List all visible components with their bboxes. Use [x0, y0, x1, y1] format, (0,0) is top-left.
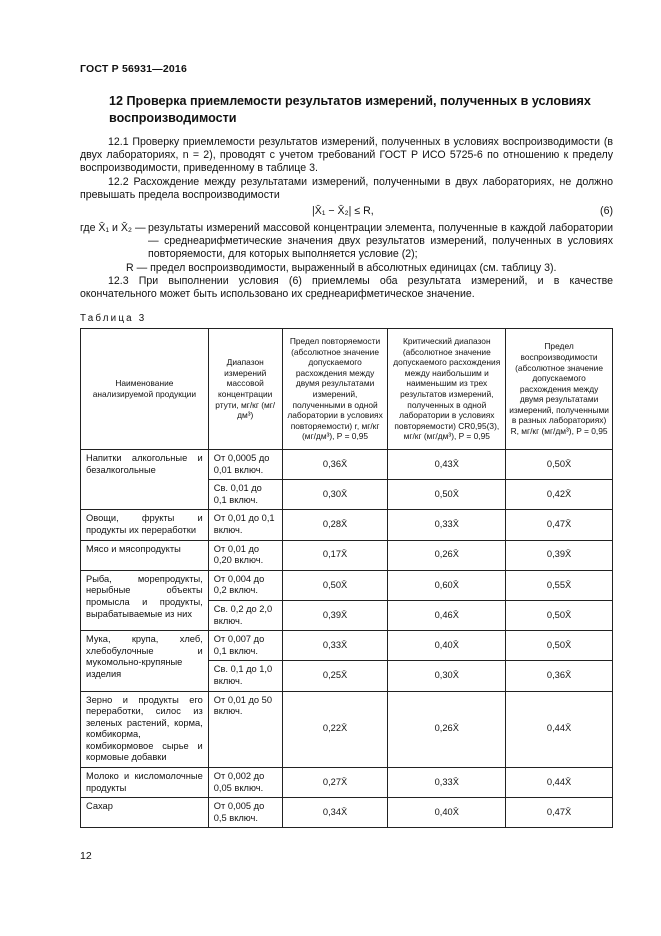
product-cell: Мясо и мясопродукты — [81, 540, 209, 570]
r-cell: 0,33X̄ — [282, 631, 388, 661]
table-row — [81, 691, 613, 768]
formula-6 — [80, 205, 613, 220]
product-cell: Мука, крупа, хлеб, хлебобулочные и мукомольно-крупяные изделия — [81, 631, 209, 691]
range-cell: От 0,002 до 0,05 включ. — [208, 768, 282, 798]
R-cell: 0,36X̄ — [506, 661, 613, 691]
cr-cell: 0,40X̄ — [388, 798, 506, 828]
product-cell: Молоко и кисломолочные продукты — [81, 768, 209, 798]
reproducibility-table — [80, 328, 613, 828]
cr-cell: 0,26X̄ — [388, 691, 506, 768]
cr-cell: 0,33X̄ — [388, 768, 506, 798]
table-caption: Таблица 3 — [80, 313, 147, 324]
range-cell: От 0,007 до 0,1 включ. — [208, 631, 282, 661]
header-repeatability: Предел повторяемости (абсолютное значение допускаемого расхождения между двумя результатами измерений, полученными в одной лаборатории в условиях повторяемости) r, мг/кг (мг/дм³), P = 0,95 — [282, 329, 388, 450]
range-cell: Св. 0,1 до 1,0 включ. — [208, 661, 282, 691]
range-cell: От 0,005 до 0,5 включ. — [208, 798, 282, 828]
product-cell: Напитки алкогольные и безалкогольные — [81, 450, 209, 510]
r-cell: 0,30X̄ — [282, 480, 388, 510]
where-label: где X̄₁ и X̄₂ — — [80, 222, 146, 235]
cr-cell: 0,30X̄ — [388, 661, 506, 691]
table-row — [81, 510, 613, 540]
R-cell: 0,50X̄ — [506, 600, 613, 630]
paragraph-12-2: 12.2 Расхождение между результатами измерений, полученными в двух лабораториях, не должно превышать предела воспроизводимости — [80, 175, 613, 201]
range-cell: От 0,01 до 0,20 включ. — [208, 540, 282, 570]
r-cell: 0,50X̄ — [282, 570, 388, 600]
header-reproducibility: Предел воспроизводимости (абсолютное значение допускаемого расхождения между двумя результатами измерений, полученными в разных лабораториях) R, мг/кг (мг/дм³), P = 0,95 — [506, 329, 613, 450]
paragraph-12-1: 12.1 Проверку приемлемости результатов измерений, полученных в условиях воспроизводимости (в двух лабораториях, n = 2), проводят с учетом требований ГОСТ Р ИСО 5725-6 по отношению к пределу воспроизводимости, приведенному в таблице 3. — [80, 136, 613, 175]
r-cell: 0,39X̄ — [282, 600, 388, 630]
r-cell: 0,27X̄ — [282, 768, 388, 798]
table-row — [81, 540, 613, 570]
R-cell: 0,50X̄ — [506, 631, 613, 661]
where-text: результаты измерений массовой концентрации элемента, полученные в каждой лаборатории — среднеарифметические значения двух результатов измерений, полученных в условиях повторяемости, для которых выполняется условие (2); — [148, 222, 613, 261]
table-row — [81, 631, 613, 661]
r-cell: 0,22X̄ — [282, 691, 388, 768]
paragraph-12-3: 12.3 При выполнении условия (6) приемлемы оба результата измерений, и в качестве окончательного может быть использовано их среднеарифметическое значение. — [80, 274, 613, 301]
cr-cell: 0,26X̄ — [388, 540, 506, 570]
table-row — [81, 798, 613, 828]
R-cell: 0,47X̄ — [506, 510, 613, 540]
range-cell: От 0,0005 до 0,01 включ. — [208, 450, 282, 480]
cr-cell: 0,33X̄ — [388, 510, 506, 540]
range-cell: Св. 0,2 до 2,0 включ. — [208, 600, 282, 630]
section-body — [80, 136, 613, 301]
where-r-definition: R — предел воспроизводимости, выраженный в абсолютных единицах (см. таблицу 3). — [126, 261, 557, 274]
R-cell: 0,50X̄ — [506, 450, 613, 480]
cr-cell: 0,43X̄ — [388, 450, 506, 480]
table-row — [81, 768, 613, 798]
cr-cell: 0,40X̄ — [388, 631, 506, 661]
r-cell: 0,17X̄ — [282, 540, 388, 570]
product-cell: Рыба, морепродукты, нерыбные объекты промысла и продукты, вырабатываемые из них — [81, 570, 209, 630]
R-cell: 0,42X̄ — [506, 480, 613, 510]
table-row — [81, 450, 613, 480]
cr-cell: 0,46X̄ — [388, 600, 506, 630]
cr-cell: 0,50X̄ — [388, 480, 506, 510]
R-cell: 0,44X̄ — [506, 691, 613, 768]
R-cell: 0,44X̄ — [506, 768, 613, 798]
range-cell: Св. 0,01 до 0,1 включ. — [208, 480, 282, 510]
table-row — [81, 570, 613, 600]
range-cell: От 0,01 до 0,1 включ. — [208, 510, 282, 540]
section-title: 12 Проверка приемлемости результатов измерений, полученных в условиях воспроизводимости — [109, 94, 591, 125]
formula-number: (6) — [600, 205, 613, 218]
product-cell: Зерно и продукты его переработки, силос из зеленых растений, корма, комбикорма, комбикормовое сырье и кормовые добавки — [81, 691, 209, 768]
r-cell: 0,28X̄ — [282, 510, 388, 540]
table-header-row — [81, 329, 613, 450]
formula-expression: |X̄₁ − X̄₂| ≤ R, — [312, 205, 374, 218]
header-product: Наименование анализируемой продукции — [81, 329, 209, 450]
header-critical-range: Критический диапазон (абсолютное значение допускаемого расхождения между наибольшим и наименьшим из трех результатов измерений, полученных в одной лаборатории в условиях повторяемости) CR0,95(3), мг/кг (мг/дм³), P = 0,95 — [388, 329, 506, 450]
r-cell: 0,34X̄ — [282, 798, 388, 828]
range-cell: От 0,01 до 50 включ. — [208, 691, 282, 768]
product-cell: Сахар — [81, 798, 209, 828]
r-cell: 0,36X̄ — [282, 450, 388, 480]
header-range: Диапазон измерений массовой концентрации ртути, мг/кг (мг/дм³) — [208, 329, 282, 450]
where-definition — [80, 222, 613, 262]
product-cell: Овощи, фрукты и продукты их переработки — [81, 510, 209, 540]
r-cell: 0,25X̄ — [282, 661, 388, 691]
R-cell: 0,55X̄ — [506, 570, 613, 600]
page-number: 12 — [80, 850, 92, 862]
R-cell: 0,39X̄ — [506, 540, 613, 570]
cr-cell: 0,60X̄ — [388, 570, 506, 600]
R-cell: 0,47X̄ — [506, 798, 613, 828]
standard-header: ГОСТ Р 56931—2016 — [80, 63, 188, 75]
range-cell: От 0,004 до 0,2 включ. — [208, 570, 282, 600]
